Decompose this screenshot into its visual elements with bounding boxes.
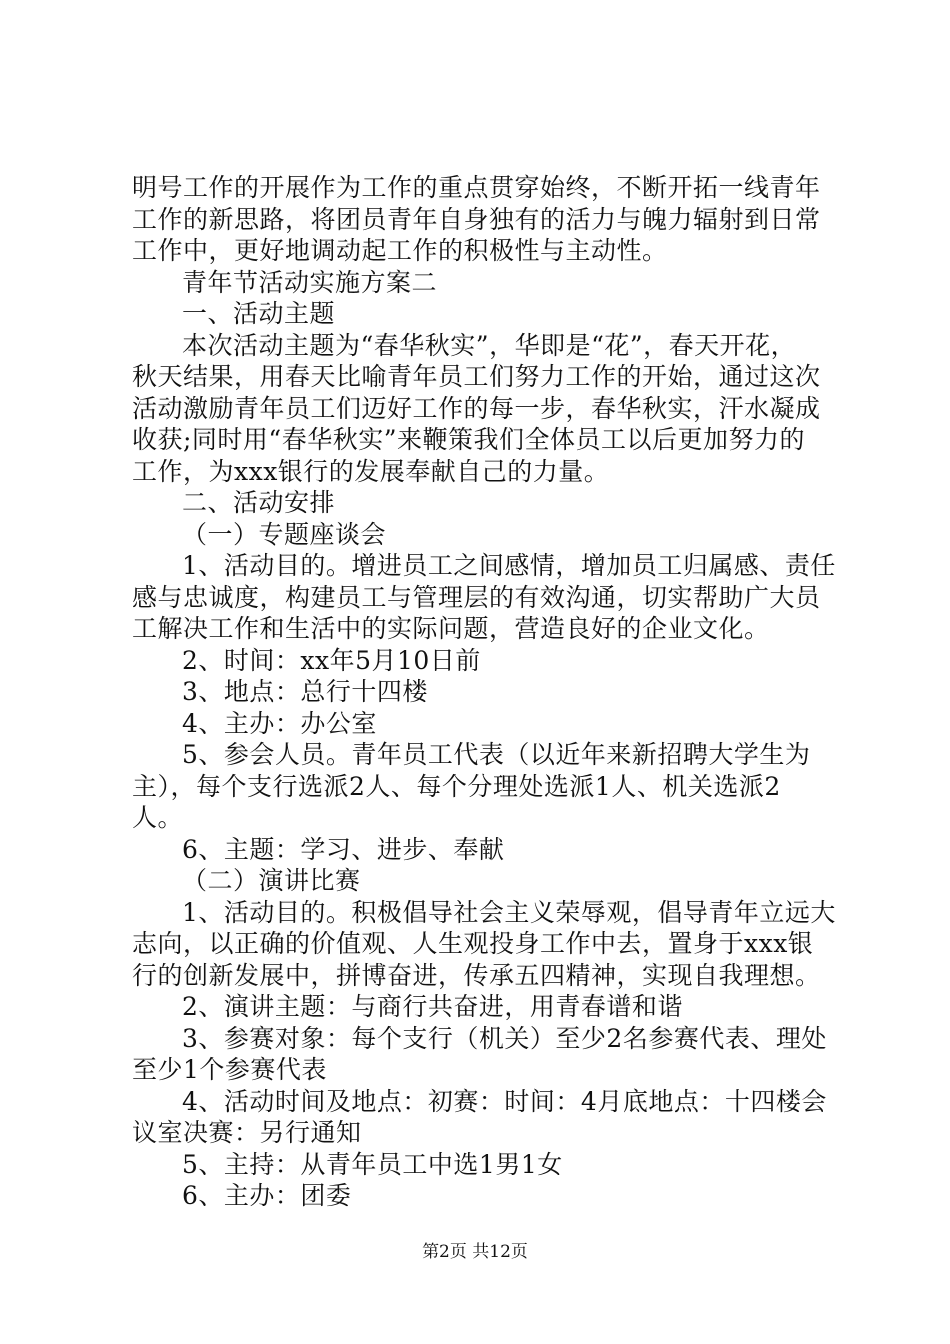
- list-item: 3、地点：总行十四楼: [182, 677, 428, 706]
- list-item: 5、参会人员。青年员工代表（以近年来新招聘大学生为: [182, 740, 811, 769]
- section-title: 青年节活动实施方案二: [182, 267, 438, 297]
- subheading: （一）专题座谈会: [182, 519, 387, 549]
- list-item: 6、主题：学习、进步、奉献: [182, 834, 505, 864]
- paragraph-line: 明号工作的开展作为工作的重点贯穿始终，不断开拓一线青年: [132, 173, 821, 202]
- paragraph-line: 工解决工作和生活中的实际问题，营造良好的企业文化。: [132, 614, 770, 643]
- paragraph-line: 秋天结果，用春天比喻青年员工们努力工作的开始，通过这次: [132, 362, 821, 391]
- list-item: 4、主办：办公室: [182, 708, 377, 738]
- list-item: 2、时间：xx年5月10日前: [182, 645, 481, 675]
- paragraph-line: 人。: [132, 803, 184, 832]
- list-item: 1、活动目的。积极倡导社会主义荣辱观，倡导青年立远大: [182, 897, 836, 927]
- heading: 二、活动安排: [182, 488, 336, 517]
- paragraph-line: 收获;同时用“春华秋实”来鞭策我们全体员工以后更加努力的: [132, 425, 805, 454]
- list-item: 6、主办：团委: [182, 1181, 352, 1210]
- list-item: 5、主持：从青年员工中选1男1女: [182, 1149, 563, 1179]
- paragraph-line: 行的创新发展中，拼博奋进，传承五四精神，实现自我理想。: [132, 960, 821, 990]
- list-item: 4、活动时间及地点：初赛：时间：4月底地点：十四楼会: [182, 1086, 827, 1116]
- paragraph-line: 本次活动主题为“春华秋实”，华即是“花”，春天开花，: [182, 330, 797, 360]
- paragraph-line: 志向，以正确的价值观、人生观投身工作中去，置身于xxx银: [132, 929, 814, 958]
- paragraph-line: 1、活动目的。增进员工之间感情，增加员工归属感、责任: [182, 551, 836, 580]
- paragraph-line: 工作的新思路，将团员青年自身独有的活力与魄力辐射到日常: [132, 204, 821, 234]
- heading: 一、活动主题: [182, 299, 336, 328]
- subheading: （二）演讲比赛: [182, 866, 361, 895]
- paragraph-line: 议室决赛：另行通知: [132, 1118, 362, 1147]
- paragraph-line: 感与忠诚度，构建员工与管理层的有效沟通，切实帮助广大员: [132, 582, 821, 612]
- document-body: [132, 172, 836, 1212]
- page-number-footer: 第2页 共12页: [422, 1242, 528, 1262]
- list-item: 2、演讲主题：与商行共奋进，用青春谱和谐: [182, 992, 683, 1021]
- list-item: 3、参赛对象：每个支行（机关）至少2名参赛代表、理处: [182, 1023, 827, 1053]
- paragraph-line: 活动激励青年员工们迈好工作的每一步，春华秋实，汗水凝成: [132, 393, 821, 423]
- paragraph-line: 至少1个参赛代表: [132, 1055, 327, 1084]
- paragraph-line: 工作，为xxx银行的发展奉献自己的力量。: [132, 456, 610, 486]
- paragraph-line: 工作中，更好地调动起工作的积极性与主动性。: [132, 236, 668, 265]
- paragraph-line: 主），每个支行选派2人、每个分理处选派1人、机关选派2: [132, 771, 781, 801]
